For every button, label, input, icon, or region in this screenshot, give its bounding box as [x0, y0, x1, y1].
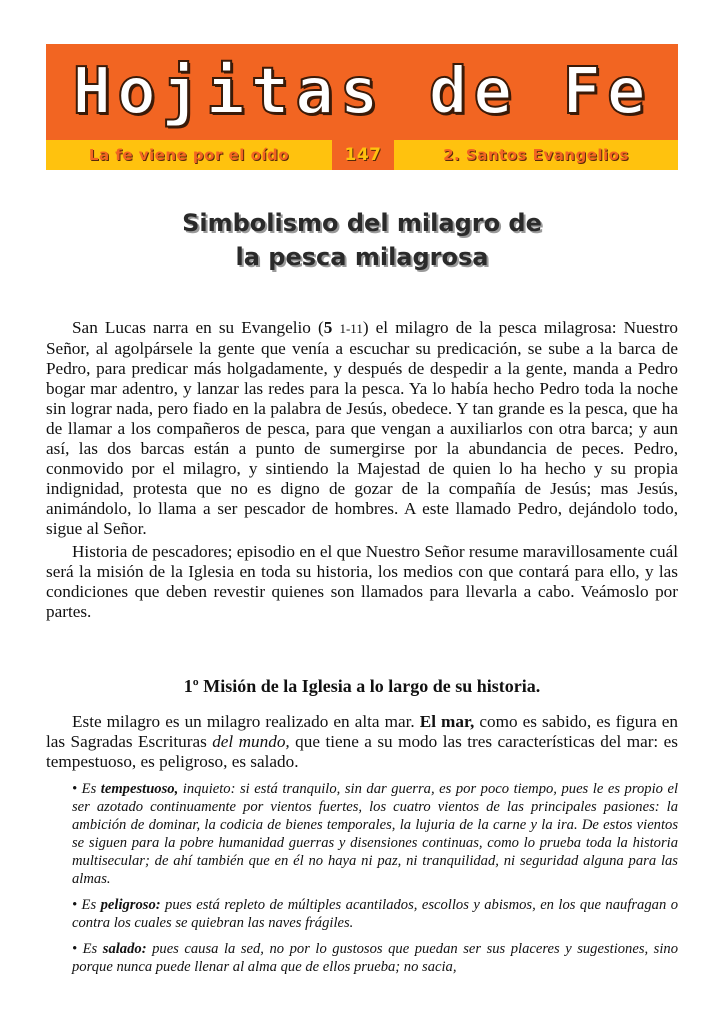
- section-p-end: que tiene a su modo las tres características del mar: es tempestuoso, es peligroso, es salado.: [46, 732, 678, 771]
- bullet-prefix: • Es: [72, 941, 103, 957]
- bullet-text: pues está repleto de múltiples acantilados, escollos y abismos, en los que naufragan o contra los cuales se quiebran las naves frágiles.: [72, 897, 678, 931]
- bullet-term: peligroso:: [100, 897, 161, 913]
- intro-paragraph-2: Historia de pescadores; episodio en el que Nuestro Señor resume maravillosamente cuál será la misión de la Iglesia en toda su historia, los medios con que contará para ello, y las condiciones que deben revestir quienes son llamados para llevarla a cabo. Veámoslo por partes.: [46, 542, 678, 621]
- intro-text: [46, 318, 678, 622]
- bullet-prefix: • Es: [72, 897, 101, 913]
- intro-p1-start: San Lucas narra en su Evangelio (: [72, 318, 324, 337]
- section-heading: 1º Misión de la Iglesia a lo largo de su historia.: [183, 676, 541, 696]
- intro-p1-rest: ) el milagro de la pesca milagrosa: Nuestro Señor, al agolpársele la gente que venía a escuchar su predicación, se sube a la barca de Pedro, para predicar más holgadamente, y después de despedir a la gente, manda a Pedro bogar mar adentro, y lanzar las redes para la pesca. Ya lo había hecho Pedro toda la noche sin lograr nada, pero fiado en la palabra de Jesús, obedece. Y tan grande es la pesca, que ha de llamar a los compañeros de pesca, para que vengan a auxiliarlos con otra barca; y aun así, las dos barcas están a punto de sumergirse por la abundancia de peces. Pedro, conmovido por el milagro, y sintiendo la Majestad de quien lo ha hecho y su propia indignidad, protesta que no es digno de gozar de la compañía de Jesús; mas Jesús, animándolo, lo llama a ser pescador de hombres. A este llamado Pedro, dejándolo todo, sigue al Señor.: [46, 318, 679, 538]
- intro-paragraph-1: [46, 318, 678, 539]
- tagline: La fe viene por el oído: [88, 146, 290, 164]
- bullet-item: [72, 780, 678, 888]
- title-line-2: la pesca milagrosa: [235, 243, 489, 271]
- section-p-italic: del mundo,: [212, 732, 290, 751]
- bible-chapter: 5: [323, 318, 333, 337]
- bullet-list: [72, 780, 678, 984]
- bible-verses: 1-11: [339, 321, 363, 336]
- masthead-title: Hojitas de Fe: [72, 55, 652, 129]
- bullet-text: inquieto: si está tranquilo, sin dar guerra, es por poco tiempo, pues le es propio el ser azotado continuamente por vientos fuertes, los cuatro vientos de las principales pasiones: la ambición de dominar, la codicia de bienes temporales, la lujuria de la carne y la ira. De estos vientos se siguen para la pobre humanidad guerras y disensiones continuas, como lo prueba toda la historia multisecular; de ahí también que en él no haya ni paz, ni tranquilidad, ni seguridad alguna para las almas.: [72, 781, 679, 887]
- bullet-term: tempestuoso,: [100, 781, 179, 797]
- masthead-subbar: [46, 140, 678, 170]
- section-p-middle: como es sabido, es figura en las Sagradas Escrituras: [46, 712, 678, 751]
- masthead-banner: [46, 44, 678, 170]
- bullet-item: [72, 940, 678, 976]
- issue-number: 147: [332, 140, 394, 170]
- section-p-start: Este milagro es un milagro realizado en alta mar.: [72, 712, 420, 731]
- bullet-text: pues causa la sed, no por lo gustosos que puedan ser sus placeres y sugestiones, sino porque nunca puede llenar al alma que de ellos prueba; no sacia,: [72, 941, 679, 975]
- article-title: [46, 206, 678, 274]
- section-paragraph: [46, 712, 678, 772]
- bullet-prefix: • Es: [72, 781, 101, 797]
- title-line-1: Simbolismo del milagro de: [182, 209, 542, 237]
- section-p-bold: El mar,: [419, 712, 475, 731]
- bullet-term: salado:: [102, 941, 147, 957]
- bullet-item: [72, 896, 678, 932]
- series-label: 2. Santos Evangelios: [443, 146, 629, 164]
- section-text: [46, 712, 678, 772]
